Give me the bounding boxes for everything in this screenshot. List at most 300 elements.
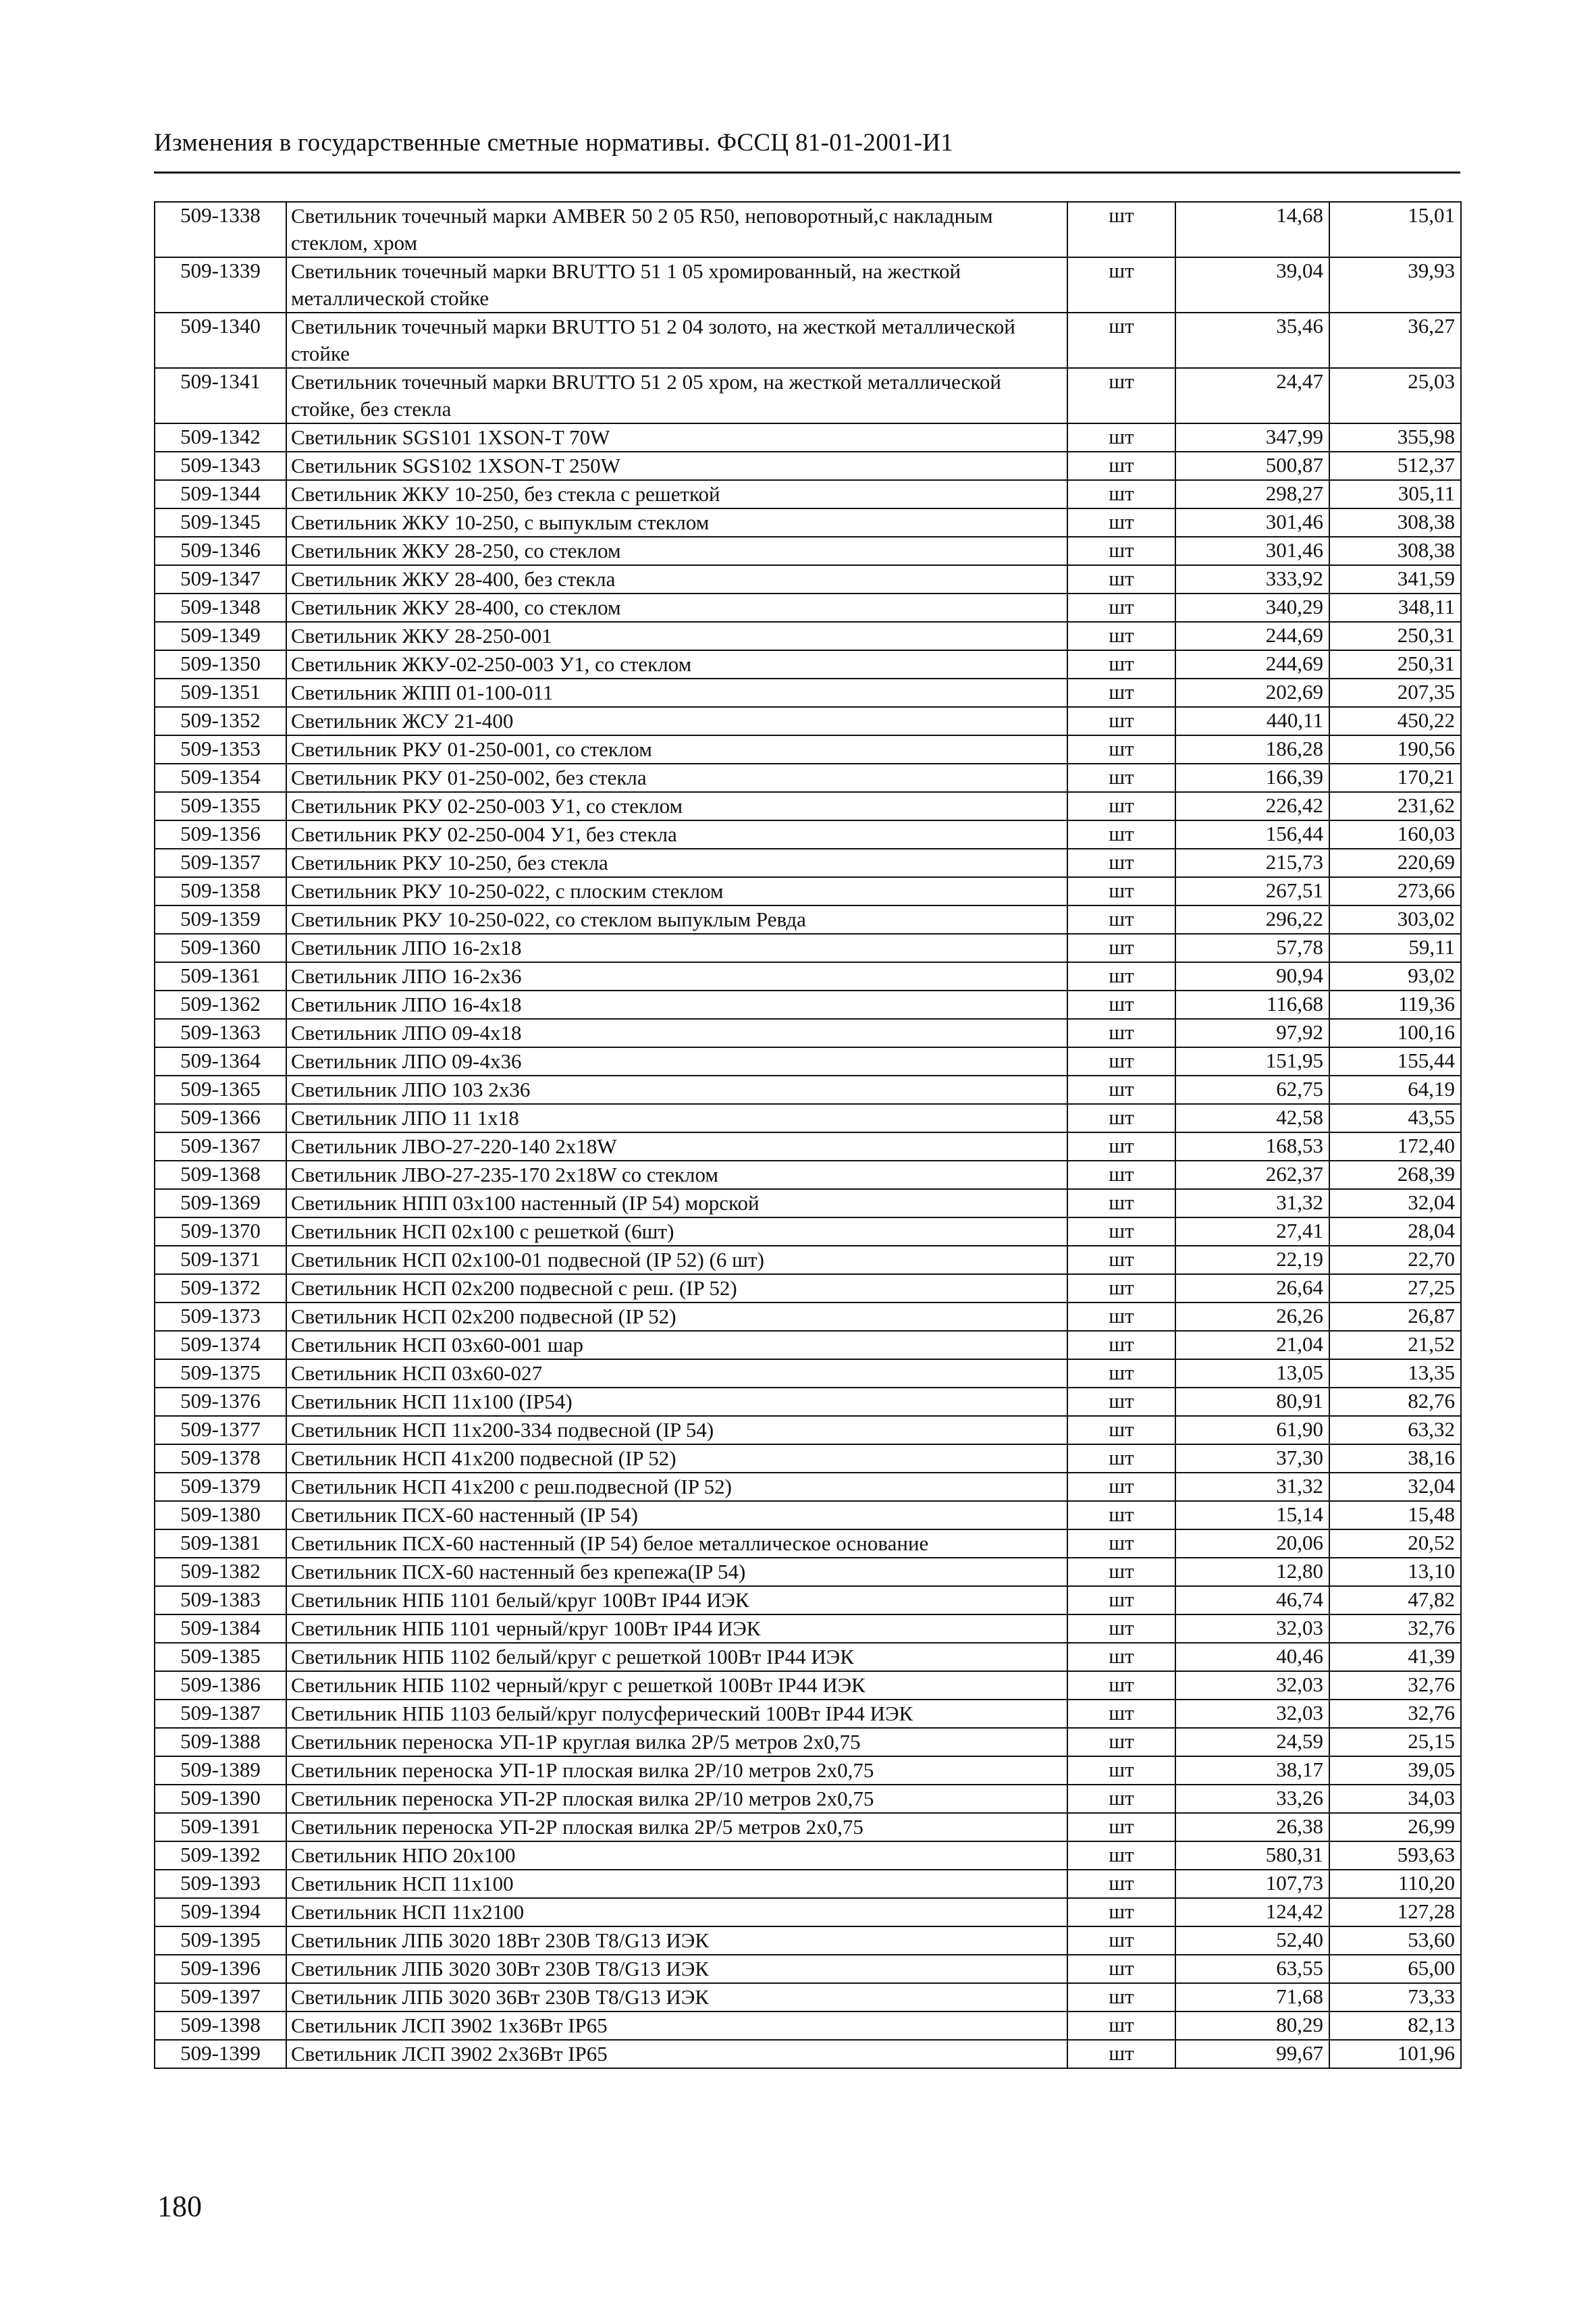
item-unit: шт	[1067, 934, 1175, 962]
item-price-2: 190,56	[1329, 735, 1461, 764]
item-unit: шт	[1067, 423, 1175, 452]
item-code: 509-1391	[155, 1813, 286, 1841]
item-price-2: 207,35	[1329, 679, 1461, 707]
item-price-1: 42,58	[1175, 1104, 1329, 1132]
table-row	[155, 1529, 1461, 1558]
item-code: 509-1380	[155, 1501, 286, 1529]
item-price-2: 21,52	[1329, 1331, 1461, 1359]
table-row	[155, 368, 1461, 423]
item-code: 509-1394	[155, 1898, 286, 1926]
table-row	[155, 1473, 1461, 1501]
item-price-1: 298,27	[1175, 480, 1329, 508]
item-price-1: 500,87	[1175, 452, 1329, 480]
item-unit: шт	[1067, 707, 1175, 735]
item-price-2: 450,22	[1329, 707, 1461, 735]
item-code: 509-1339	[155, 257, 286, 313]
item-name: Светильник НСП 11х100	[286, 1870, 1067, 1898]
item-price-2: 305,11	[1329, 480, 1461, 508]
item-price-1: 37,30	[1175, 1444, 1329, 1473]
item-name: Светильник НПБ 1102 белый/круг с решеткой 100Вт IP44 ИЭК	[286, 1643, 1067, 1671]
item-name: Светильник ПСХ-60 настенный (IP 54) белое металлическое основание	[286, 1529, 1067, 1558]
table-row	[155, 480, 1461, 508]
item-price-2: 13,35	[1329, 1359, 1461, 1388]
table-row	[155, 1416, 1461, 1444]
item-name: Светильник SGS102 1XSON-T 250W	[286, 452, 1067, 480]
item-name: Светильник ЖКУ 28-400, со стеклом	[286, 594, 1067, 622]
item-unit: шт	[1067, 202, 1175, 257]
item-unit: шт	[1067, 2011, 1175, 2040]
item-price-1: 262,37	[1175, 1161, 1329, 1189]
item-name: Светильник ЖКУ-02-250-003 У1, со стеклом	[286, 650, 1067, 679]
item-unit: шт	[1067, 1870, 1175, 1898]
item-code: 509-1392	[155, 1841, 286, 1870]
item-price-1: 12,80	[1175, 1558, 1329, 1586]
table-row	[155, 1870, 1461, 1898]
item-price-1: 21,04	[1175, 1331, 1329, 1359]
item-price-2: 34,03	[1329, 1785, 1461, 1813]
item-price-2: 53,60	[1329, 1926, 1461, 1955]
item-price-2: 32,04	[1329, 1473, 1461, 1501]
item-unit: шт	[1067, 1728, 1175, 1756]
item-price-2: 303,02	[1329, 905, 1461, 934]
item-price-1: 32,03	[1175, 1614, 1329, 1643]
item-code: 509-1344	[155, 480, 286, 508]
table-row	[155, 1558, 1461, 1586]
item-code: 509-1348	[155, 594, 286, 622]
item-code: 509-1355	[155, 792, 286, 820]
item-price-1: 301,46	[1175, 508, 1329, 537]
item-code: 509-1378	[155, 1444, 286, 1473]
item-unit: шт	[1067, 679, 1175, 707]
item-price-1: 296,22	[1175, 905, 1329, 934]
item-price-2: 26,99	[1329, 1813, 1461, 1841]
item-price-2: 64,19	[1329, 1076, 1461, 1104]
item-code: 509-1384	[155, 1614, 286, 1643]
item-unit: шт	[1067, 1529, 1175, 1558]
item-unit: шт	[1067, 1047, 1175, 1076]
item-unit: шт	[1067, 537, 1175, 565]
item-unit: шт	[1067, 1132, 1175, 1161]
table-row	[155, 1303, 1461, 1331]
item-price-1: 35,46	[1175, 313, 1329, 368]
item-code: 509-1398	[155, 2011, 286, 2040]
item-price-1: 340,29	[1175, 594, 1329, 622]
item-code: 509-1393	[155, 1870, 286, 1898]
item-price-1: 62,75	[1175, 1076, 1329, 1104]
item-unit: шт	[1067, 622, 1175, 650]
table-row	[155, 1104, 1461, 1132]
item-price-1: 32,03	[1175, 1700, 1329, 1728]
item-code: 509-1381	[155, 1529, 286, 1558]
item-code: 509-1383	[155, 1586, 286, 1614]
item-price-2: 355,98	[1329, 423, 1461, 452]
item-price-1: 13,05	[1175, 1359, 1329, 1388]
item-unit: шт	[1067, 1700, 1175, 1728]
item-unit: шт	[1067, 1983, 1175, 2011]
item-unit: шт	[1067, 1955, 1175, 1983]
item-code: 509-1373	[155, 1303, 286, 1331]
table-row	[155, 735, 1461, 764]
item-name: Светильник НПП 03х100 настенный (IP 54) морской	[286, 1189, 1067, 1217]
item-price-1: 116,68	[1175, 991, 1329, 1019]
table-row	[155, 565, 1461, 594]
item-price-2: 250,31	[1329, 650, 1461, 679]
item-price-1: 46,74	[1175, 1586, 1329, 1614]
item-unit: шт	[1067, 368, 1175, 423]
table-row	[155, 934, 1461, 962]
item-name: Светильник РКУ 10-250-022, с плоским стеклом	[286, 877, 1067, 905]
item-name: Светильник НСП 02х200 подвесной (IP 52)	[286, 1303, 1067, 1331]
item-price-1: 57,78	[1175, 934, 1329, 962]
item-unit: шт	[1067, 1274, 1175, 1303]
item-price-2: 27,25	[1329, 1274, 1461, 1303]
item-price-1: 202,69	[1175, 679, 1329, 707]
item-name: Светильник НСП 41х200 подвесной (IP 52)	[286, 1444, 1067, 1473]
item-price-1: 32,03	[1175, 1671, 1329, 1700]
item-price-1: 80,91	[1175, 1388, 1329, 1416]
item-price-1: 440,11	[1175, 707, 1329, 735]
item-code: 509-1352	[155, 707, 286, 735]
item-code: 509-1346	[155, 537, 286, 565]
item-price-2: 341,59	[1329, 565, 1461, 594]
item-price-2: 47,82	[1329, 1586, 1461, 1614]
item-price-2: 348,11	[1329, 594, 1461, 622]
table-row	[155, 537, 1461, 565]
item-unit: шт	[1067, 1303, 1175, 1331]
item-code: 509-1338	[155, 202, 286, 257]
item-unit: шт	[1067, 1359, 1175, 1388]
item-unit: шт	[1067, 594, 1175, 622]
item-name: Светильник переноска УП-2Р плоская вилка 2Р/10 метров 2х0,75	[286, 1785, 1067, 1813]
item-price-1: 26,38	[1175, 1813, 1329, 1841]
table-row	[155, 650, 1461, 679]
item-code: 509-1369	[155, 1189, 286, 1217]
item-code: 509-1395	[155, 1926, 286, 1955]
table-row	[155, 2040, 1461, 2068]
table-row	[155, 707, 1461, 735]
table-row	[155, 622, 1461, 650]
table-row	[155, 1586, 1461, 1614]
table-row	[155, 1161, 1461, 1189]
item-unit: шт	[1067, 565, 1175, 594]
item-price-1: 24,59	[1175, 1728, 1329, 1756]
table-row	[155, 1756, 1461, 1785]
item-unit: шт	[1067, 1785, 1175, 1813]
table-row	[155, 1926, 1461, 1955]
item-unit: шт	[1067, 452, 1175, 480]
item-unit: шт	[1067, 1558, 1175, 1586]
table-row	[155, 905, 1461, 934]
item-price-2: 59,11	[1329, 934, 1461, 962]
item-code: 509-1359	[155, 905, 286, 934]
item-name: Светильник НСП 02х200 подвесной с реш. (IP 52)	[286, 1274, 1067, 1303]
item-unit: шт	[1067, 735, 1175, 764]
item-name: Светильник ЖКУ 28-400, без стекла	[286, 565, 1067, 594]
item-price-2: 32,04	[1329, 1189, 1461, 1217]
item-unit: шт	[1067, 508, 1175, 537]
item-name: Светильник ЖКУ 28-250-001	[286, 622, 1067, 650]
table-row	[155, 1728, 1461, 1756]
item-unit: шт	[1067, 1671, 1175, 1700]
item-name: Светильник ЛПО 16-2х36	[286, 962, 1067, 991]
item-code: 509-1353	[155, 735, 286, 764]
table-row	[155, 257, 1461, 313]
table-row	[155, 1217, 1461, 1246]
item-name: Светильник РКУ 10-250, без стекла	[286, 849, 1067, 877]
item-price-2: 155,44	[1329, 1047, 1461, 1076]
item-name: Светильник ЛПО 103 2х36	[286, 1076, 1067, 1104]
item-price-1: 90,94	[1175, 962, 1329, 991]
table-row	[155, 1274, 1461, 1303]
item-code: 509-1356	[155, 820, 286, 849]
item-code: 509-1342	[155, 423, 286, 452]
item-code: 509-1397	[155, 1983, 286, 2011]
item-price-2: 93,02	[1329, 962, 1461, 991]
item-name: Светильник ЛПО 09-4х36	[286, 1047, 1067, 1076]
item-price-1: 31,32	[1175, 1189, 1329, 1217]
item-unit: шт	[1067, 905, 1175, 934]
table-row	[155, 991, 1461, 1019]
header-rule	[154, 172, 1460, 174]
item-price-2: 41,39	[1329, 1643, 1461, 1671]
item-name: Светильник ЛВО-27-235-170 2х18W со стеклом	[286, 1161, 1067, 1189]
item-name: Светильник SGS101 1XSON-T 70W	[286, 423, 1067, 452]
item-unit: шт	[1067, 1076, 1175, 1104]
item-unit: шт	[1067, 1841, 1175, 1870]
item-price-1: 40,46	[1175, 1643, 1329, 1671]
item-name: Светильник ЛПБ 3020 36Вт 230В T8/G13 ИЭК	[286, 1983, 1067, 2011]
item-name: Светильник РКУ 01-250-002, без стекла	[286, 764, 1067, 792]
item-price-1: 22,19	[1175, 1246, 1329, 1274]
item-unit: шт	[1067, 1813, 1175, 1841]
item-unit: шт	[1067, 1926, 1175, 1955]
item-unit: шт	[1067, 480, 1175, 508]
item-price-1: 156,44	[1175, 820, 1329, 849]
item-price-2: 32,76	[1329, 1700, 1461, 1728]
item-name: Светильник НСП 41х200 с реш.подвесной (IP 52)	[286, 1473, 1067, 1501]
item-code: 509-1389	[155, 1756, 286, 1785]
item-name: Светильник ЖКУ 28-250, со стеклом	[286, 537, 1067, 565]
item-unit: шт	[1067, 820, 1175, 849]
item-code: 509-1347	[155, 565, 286, 594]
item-price-1: 24,47	[1175, 368, 1329, 423]
item-name: Светильник ЛПБ 3020 18Вт 230В T8/G13 ИЭК	[286, 1926, 1067, 1955]
table-row	[155, 764, 1461, 792]
item-name: Светильник точечный марки BRUTTO 51 1 05 хромированный, на жесткой металлической стойке	[286, 257, 1067, 313]
item-unit: шт	[1067, 1501, 1175, 1529]
table-row	[155, 1501, 1461, 1529]
item-code: 509-1379	[155, 1473, 286, 1501]
item-price-2: 36,27	[1329, 313, 1461, 368]
item-name: Светильник НСП 02х100-01 подвесной (IP 52) (6 шт)	[286, 1246, 1067, 1274]
item-code: 509-1362	[155, 991, 286, 1019]
item-name: Светильник НСП 11х2100	[286, 1898, 1067, 1926]
item-unit: шт	[1067, 1473, 1175, 1501]
page-number: 180	[157, 2190, 202, 2223]
item-price-1: 151,95	[1175, 1047, 1329, 1076]
item-code: 509-1388	[155, 1728, 286, 1756]
item-name: Светильник точечный марки BRUTTO 51 2 05 хром, на жесткой металлической стойке, без стекла	[286, 368, 1067, 423]
item-price-1: 226,42	[1175, 792, 1329, 820]
item-code: 509-1386	[155, 1671, 286, 1700]
table-row	[155, 1898, 1461, 1926]
table-row	[155, 849, 1461, 877]
item-price-2: 593,63	[1329, 1841, 1461, 1870]
item-unit: шт	[1067, 1019, 1175, 1047]
page-header-title: Изменения в государственные сметные нормативы. ФССЦ 81-01-2001-И1	[154, 129, 954, 157]
table-row	[155, 1444, 1461, 1473]
table-row	[155, 1246, 1461, 1274]
item-code: 509-1350	[155, 650, 286, 679]
item-unit: шт	[1067, 1217, 1175, 1246]
item-price-1: 14,68	[1175, 202, 1329, 257]
item-name: Светильник НСП 03х60-027	[286, 1359, 1067, 1388]
item-code: 509-1376	[155, 1388, 286, 1416]
table-row	[155, 792, 1461, 820]
item-code: 509-1396	[155, 1955, 286, 1983]
item-unit: шт	[1067, 313, 1175, 368]
item-price-2: 25,03	[1329, 368, 1461, 423]
item-code: 509-1368	[155, 1161, 286, 1189]
item-price-1: 267,51	[1175, 877, 1329, 905]
item-code: 509-1351	[155, 679, 286, 707]
item-unit: шт	[1067, 1586, 1175, 1614]
item-code: 509-1374	[155, 1331, 286, 1359]
item-code: 509-1382	[155, 1558, 286, 1586]
table-row	[155, 1047, 1461, 1076]
item-price-2: 63,32	[1329, 1416, 1461, 1444]
item-unit: шт	[1067, 1246, 1175, 1274]
item-name: Светильник РКУ 02-250-003 У1, со стеклом	[286, 792, 1067, 820]
table-row	[155, 877, 1461, 905]
item-name: Светильник ЛПБ 3020 30Вт 230В T8/G13 ИЭК	[286, 1955, 1067, 1983]
item-unit: шт	[1067, 1898, 1175, 1926]
item-code: 509-1354	[155, 764, 286, 792]
item-code: 509-1365	[155, 1076, 286, 1104]
item-unit: шт	[1067, 792, 1175, 820]
item-price-1: 38,17	[1175, 1756, 1329, 1785]
item-price-1: 244,69	[1175, 622, 1329, 650]
item-price-1: 33,26	[1175, 1785, 1329, 1813]
item-code: 509-1399	[155, 2040, 286, 2068]
item-unit: шт	[1067, 1331, 1175, 1359]
item-unit: шт	[1067, 877, 1175, 905]
item-price-2: 82,76	[1329, 1388, 1461, 1416]
table-row	[155, 962, 1461, 991]
item-name: Светильник ЛВО-27-220-140 2х18W	[286, 1132, 1067, 1161]
item-price-2: 100,16	[1329, 1019, 1461, 1047]
item-price-2: 250,31	[1329, 622, 1461, 650]
item-name: Светильник ЖСУ 21-400	[286, 707, 1067, 735]
table-row	[155, 1955, 1461, 1983]
item-code: 509-1345	[155, 508, 286, 537]
item-price-2: 172,40	[1329, 1132, 1461, 1161]
item-code: 509-1343	[155, 452, 286, 480]
item-name: Светильник ЖПП 01-100-011	[286, 679, 1067, 707]
item-price-2: 32,76	[1329, 1614, 1461, 1643]
item-name: Светильник НПО 20х100	[286, 1841, 1067, 1870]
item-price-2: 15,01	[1329, 202, 1461, 257]
item-name: Светильник НПБ 1101 черный/круг 100Вт IP44 ИЭК	[286, 1614, 1067, 1643]
item-unit: шт	[1067, 962, 1175, 991]
table-row	[155, 1614, 1461, 1643]
item-unit: шт	[1067, 849, 1175, 877]
item-price-2: 15,48	[1329, 1501, 1461, 1529]
item-price-2: 39,93	[1329, 257, 1461, 313]
item-name: Светильник РКУ 02-250-004 У1, без стекла	[286, 820, 1067, 849]
item-name: Светильник переноска УП-1Р круглая вилка 2Р/5 метров 2х0,75	[286, 1728, 1067, 1756]
item-price-1: 333,92	[1175, 565, 1329, 594]
item-unit: шт	[1067, 1416, 1175, 1444]
item-name: Светильник точечный марки AMBER 50 2 05 R50, неповоротный,с накладным стеклом, хром	[286, 202, 1067, 257]
item-unit: шт	[1067, 1756, 1175, 1785]
item-price-1: 20,06	[1175, 1529, 1329, 1558]
item-price-2: 82,13	[1329, 2011, 1461, 2040]
table-row	[155, 1331, 1461, 1359]
item-name: Светильник НПБ 1103 белый/круг полусферический 100Вт IP44 ИЭК	[286, 1700, 1067, 1728]
table-row	[155, 820, 1461, 849]
item-unit: шт	[1067, 650, 1175, 679]
item-price-2: 28,04	[1329, 1217, 1461, 1246]
item-price-1: 52,40	[1175, 1926, 1329, 1955]
item-price-2: 268,39	[1329, 1161, 1461, 1189]
item-name: Светильник РКУ 01-250-001, со стеклом	[286, 735, 1067, 764]
table-row	[155, 508, 1461, 537]
item-price-1: 580,31	[1175, 1841, 1329, 1870]
item-price-2: 39,05	[1329, 1756, 1461, 1785]
table-row	[155, 202, 1461, 257]
table-row	[155, 1388, 1461, 1416]
item-price-1: 26,26	[1175, 1303, 1329, 1331]
item-name: Светильник ЛПО 16-2х18	[286, 934, 1067, 962]
table-row	[155, 679, 1461, 707]
item-unit: шт	[1067, 1614, 1175, 1643]
item-name: Светильник ПСХ-60 настенный без крепежа(IP 54)	[286, 1558, 1067, 1586]
item-name: Светильник ЖКУ 10-250, с выпуклым стеклом	[286, 508, 1067, 537]
table-row	[155, 1189, 1461, 1217]
item-code: 509-1371	[155, 1246, 286, 1274]
item-unit: шт	[1067, 1104, 1175, 1132]
item-price-2: 101,96	[1329, 2040, 1461, 2068]
table-row	[155, 1813, 1461, 1841]
item-code: 509-1370	[155, 1217, 286, 1246]
item-code: 509-1372	[155, 1274, 286, 1303]
item-price-1: 26,64	[1175, 1274, 1329, 1303]
item-code: 509-1357	[155, 849, 286, 877]
item-code: 509-1341	[155, 368, 286, 423]
item-price-2: 160,03	[1329, 820, 1461, 849]
item-price-2: 220,69	[1329, 849, 1461, 877]
item-price-2: 73,33	[1329, 1983, 1461, 2011]
item-name: Светильник ЛПО 16-4х18	[286, 991, 1067, 1019]
item-price-2: 170,21	[1329, 764, 1461, 792]
item-name: Светильник НСП 11х100 (IP54)	[286, 1388, 1067, 1416]
price-table-body	[155, 202, 1461, 2068]
item-price-2: 20,52	[1329, 1529, 1461, 1558]
table-row	[155, 1076, 1461, 1104]
item-name: Светильник НСП 11х200-334 подвесной (IP 54)	[286, 1416, 1067, 1444]
table-row	[155, 1359, 1461, 1388]
item-name: Светильник переноска УП-1Р плоская вилка 2Р/10 метров 2х0,75	[286, 1756, 1067, 1785]
item-name: Светильник точечный марки BRUTTO 51 2 04 золото, на жесткой металлической стойке	[286, 313, 1067, 368]
item-price-2: 231,62	[1329, 792, 1461, 820]
item-price-2: 512,37	[1329, 452, 1461, 480]
item-price-2: 22,70	[1329, 1246, 1461, 1274]
item-price-2: 43,55	[1329, 1104, 1461, 1132]
item-price-2: 119,36	[1329, 991, 1461, 1019]
item-price-1: 215,73	[1175, 849, 1329, 877]
item-name: Светильник ЛСП 3902 2х36Вт IP65	[286, 2040, 1067, 2068]
